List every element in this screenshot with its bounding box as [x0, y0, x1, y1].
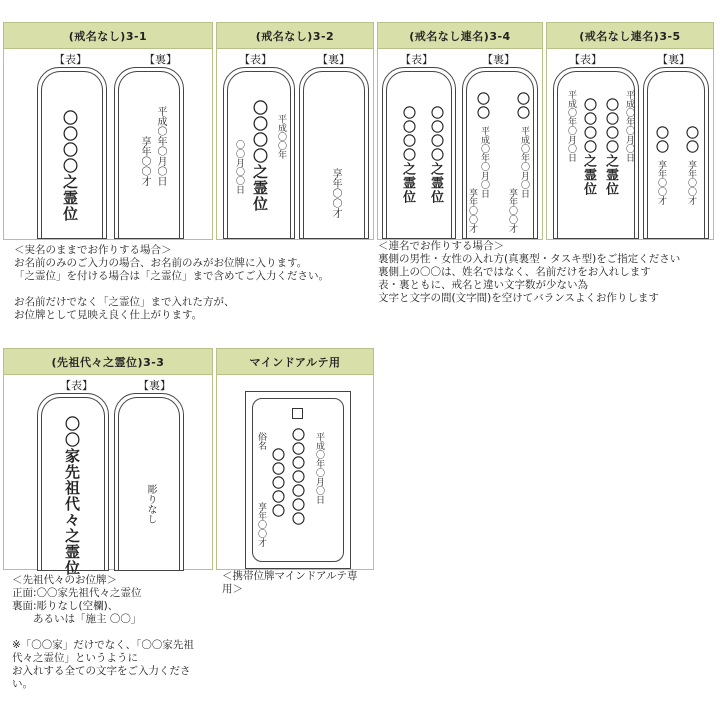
back-label: 【裏】: [657, 53, 690, 66]
panel-3-4: [377, 22, 543, 240]
panel-title: (戒名なし)3-1: [4, 23, 212, 49]
front-date: 〇〇月〇〇日: [234, 140, 244, 194]
caption-real-name: ＜実名のままでお作りする場合＞ お名前のみのご入力の場合、お名前のみがお位牌に入ります。 「之霊位」を付ける場合は「之霊位」まで含めてご入力ください。 お名前だけでなく「之霊位」まで入れた方が、 お位牌として見映え良く仕上がります。: [14, 244, 329, 321]
tablet-front: [37, 393, 109, 576]
front-inscription-1: 〇〇〇〇之霊位: [603, 98, 618, 196]
back-name-1: 〇〇: [683, 126, 698, 154]
tablet-front: [553, 67, 639, 239]
tablet-back: [114, 67, 184, 239]
front-inscription: 〇〇家先祖代々之霊位: [63, 416, 81, 576]
panel-3-3: [3, 348, 213, 576]
back-date-1: 平成〇年〇月〇日: [519, 126, 529, 198]
front-date-1: 平成〇年〇月〇日: [624, 90, 634, 162]
back-label: 【裏】: [144, 53, 177, 66]
back-age: 享年〇〇才: [330, 168, 341, 218]
front-inscription-2: 〇〇〇〇之霊位: [400, 106, 415, 204]
mind-date: 平成〇年〇月〇日: [314, 432, 324, 504]
front-label: 【表】: [239, 53, 272, 66]
panel-title: (戒名なし連名)3-4: [378, 23, 542, 49]
back-age-2: 享年〇〇才: [467, 188, 477, 233]
tablet-front: [382, 67, 456, 239]
back-label: 【裏】: [138, 379, 171, 392]
front-inscription: 〇〇〇〇之霊位: [61, 110, 79, 222]
front-year: 平成〇〇年: [276, 114, 286, 159]
panel-3-2: [216, 22, 374, 240]
mind-arte-tablet: [245, 391, 351, 569]
tablet-front: [37, 67, 107, 239]
mind-age: 享年〇〇才: [256, 502, 266, 547]
panel-title: (戒名なし連名)3-5: [547, 23, 713, 49]
back-name-1: 〇〇: [514, 92, 529, 120]
front-inscription: 〇〇〇〇之霊位: [251, 100, 269, 212]
back-label: 【裏】: [482, 53, 515, 66]
tablet-back: [643, 67, 709, 239]
caption-joint-name: ＜連名でお作りする場合＞ 裏側の男性・女性の入れ方(真裏型・タスキ型)をご指定ください 裏側上の〇〇は、姓名ではなく、名前だけをお入れします 表・裏ともに、戒名と違い文字数が少ない為 文字と文字の間(文字間)を空けてバランスよくお作りします: [378, 240, 681, 304]
caption-ancestors: ＜先祖代々のお位牌＞ 正面:〇〇家先祖代々之霊位 裏面:彫りなし(空欄)、 あるいは「施主 〇〇」 ※「〇〇家」だけでなく、「〇〇家先祖 代々之霊位」というように お入れする全ての文字をご入力くださ い。: [12, 574, 194, 690]
front-label: 【表】: [400, 53, 433, 66]
tablet-back: [114, 393, 184, 571]
front-inscription-1: 〇〇〇〇之霊位: [428, 106, 443, 204]
back-age-1: 享年〇〇才: [686, 160, 696, 205]
mind-secular-name: 俗名: [256, 432, 266, 450]
back-name-2: 〇〇: [474, 92, 489, 120]
back-date: 平成〇年〇月〇日: [155, 106, 166, 186]
back-date-2: 平成〇年〇月〇日: [479, 126, 489, 198]
back-inscription: 彫りなし: [145, 484, 156, 524]
tablet-front: [223, 67, 295, 239]
panel-3-5: [546, 22, 714, 240]
front-label: 【表】: [60, 379, 93, 392]
front-date-2: 平成〇年〇月〇日: [566, 90, 576, 162]
panel-title: マインドアルテ用: [217, 349, 373, 375]
front-label: 【表】: [569, 53, 602, 66]
tablet-back: [462, 67, 538, 239]
back-age-2: 享年〇〇才: [656, 160, 666, 205]
back-name-2: 〇〇: [653, 126, 668, 154]
square-mark: [292, 408, 303, 419]
front-inscription-2: 〇〇〇〇之霊位: [581, 98, 596, 196]
mind-inscription-1: 〇〇〇〇〇〇〇: [289, 428, 304, 526]
back-age-1: 享年〇〇才: [507, 188, 517, 233]
caption-mind-arte: ＜携帯位牌マインドアルテ専 用＞: [222, 570, 358, 595]
tablet-back: [299, 67, 369, 239]
back-label: 【裏】: [317, 53, 350, 66]
panel-title: (戒名なし)3-2: [217, 23, 373, 49]
panel-title: (先祖代々之霊位)3-3: [4, 349, 212, 375]
panel-mind-arte: [216, 348, 374, 570]
front-label: 【表】: [54, 53, 87, 66]
panel-3-1: [3, 22, 213, 240]
mind-inscription-2: 〇〇〇〇〇: [269, 448, 284, 518]
back-age: 享年〇〇才: [139, 136, 150, 186]
